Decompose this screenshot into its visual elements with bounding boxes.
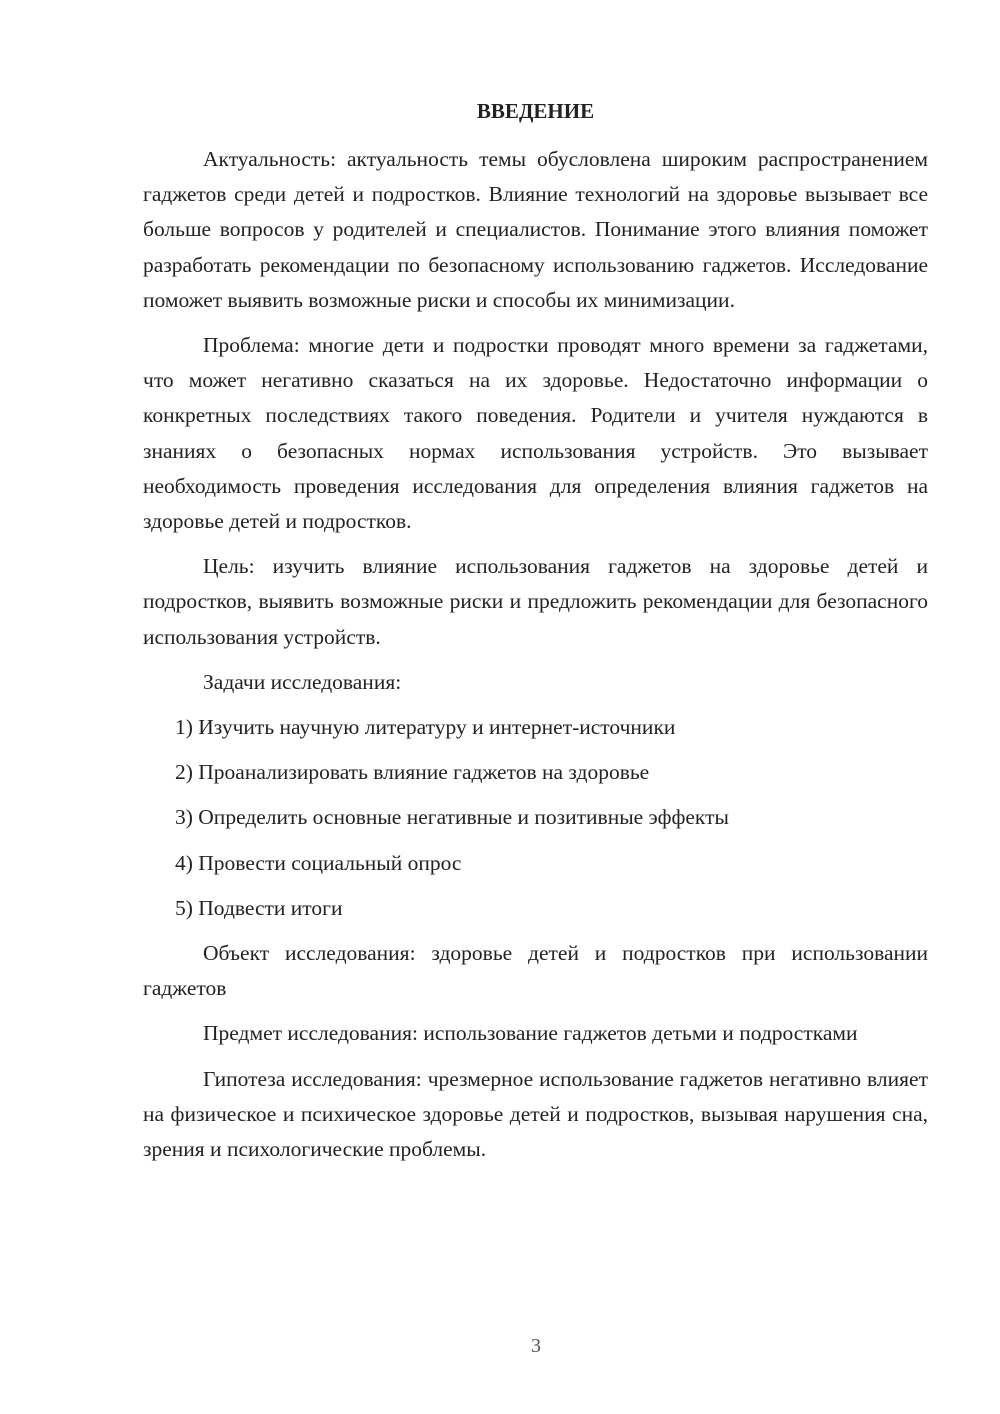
list-item: 5) Подвести итоги xyxy=(175,895,343,920)
paragraph-subject: Предмет исследования: использование гаджетов детьми и подростками xyxy=(203,1021,858,1046)
paragraph-problem: Проблема: многие дети и подростки проводят много времени за гаджетами, что может негативно сказаться на их здоровье. Недостаточно информации о конкретных последствиях такого поведения. Родители и учителя нуждаются в знаниях о безопасных нормах использования устройств. Это вызывает необходимость проведения исследования для определения влияния гаджетов на здоровье детей и подростков. xyxy=(143,333,928,534)
list-item: 4) Провести социальный опрос xyxy=(175,850,462,875)
paragraph-tasks-heading: Задачи исследования: xyxy=(203,669,402,694)
list-item: 1) Изучить научную литературу и интернет-источники xyxy=(175,715,676,740)
paragraph-relevance: Актуальность: актуальность темы обусловлена широким распространением гаджетов среди детей и подростков. Влияние технологий на здоровье вызывает все больше вопросов у родителей и специалистов. Понимание этого влияния поможет разработать рекомендации по безопасному использованию гаджетов. Исследование поможет выявить возможные риски и способы их минимизации. xyxy=(143,147,928,312)
list-item: 3) Определить основные негативные и позитивные эффекты xyxy=(175,805,729,830)
list-item: 2) Проанализировать влияние гаджетов на здоровье xyxy=(175,760,650,785)
tasks-list xyxy=(143,710,928,926)
paragraph-hypothesis: Гипотеза исследования: чрезмерное использование гаджетов негативно влияет на физическое и психическое здоровье детей и подростков, вызывая нарушения сна, зрения и психологические проблемы. xyxy=(143,1066,928,1162)
page-number: 3 xyxy=(531,1335,541,1357)
page-title: ВВЕДЕНИЕ xyxy=(476,99,595,123)
document-body xyxy=(143,142,928,1177)
paragraph-goal: Цель: изучить влияние использования гаджетов на здоровье детей и подростков, выявить возможные риски и предложить рекомендации для безопасного использования устройств. xyxy=(143,554,928,649)
paragraph-object: Объект исследования: здоровье детей и подростков при использовании гаджетов xyxy=(143,941,928,1001)
